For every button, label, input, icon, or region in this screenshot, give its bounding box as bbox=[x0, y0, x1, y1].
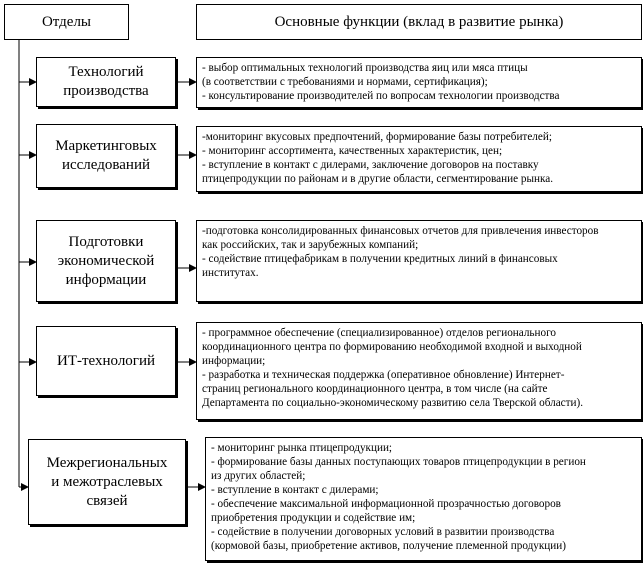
functions-box-interregional: - мониторинг рынка птицепродукции; - формирование базы данных поступающих товаров птицепродукции в регион из других областей; - вступление в контакт с дилерами; - обеспечение максимальной информационной прозрачностью договоров приобретения продукции и содействие им; - содействие в получении договорных условий в развитии производства (кормовой базы, приобретение активов, получение племенной продукции) bbox=[205, 437, 642, 561]
department-box-it: ИТ-технологий bbox=[36, 326, 176, 396]
functions-box-production-tech: - выбор оптимальных технологий производства яиц или мяса птицы (в соответствии с требованиями и нормами, сертификация); - консультирование производителей по вопросам технологии производства bbox=[196, 57, 642, 108]
functions-header: Основные функции (вклад в развитие рынка) bbox=[196, 4, 642, 40]
functions-box-it: - программное обеспечение (специализированное) отделов регионального координационного центра по формированию необходимой входной и выходной информации; - разработка и техническая поддержка (оперативное обновление) Интернет- страниц регионального координационного центра, в том числе (на сайте Департамента по социально-экономическому развитию села Тверской области). bbox=[196, 322, 642, 420]
departments-header: Отделы bbox=[4, 4, 129, 40]
functions-box-economic-info: -подготовка консолидированных финансовых отчетов для привлечения инвесторов как российских, так и зарубежных компаний; - содействие птицефабрикам в получении кредитных линий в финансовых институтах. bbox=[196, 220, 642, 302]
functions-box-marketing: -мониторинг вкусовых предпочтений, формирование базы потребителей; - мониторинг ассортимента, качественных характеристик, цен; - вступление в контакт с дилерами, заключение договоров на поставку птицепродукции по районам и в другие области, сегментирование рынка. bbox=[196, 126, 642, 192]
department-box-production-tech: Технологий производства bbox=[36, 57, 176, 107]
department-box-marketing: Маркетинговых исследований bbox=[36, 124, 176, 188]
department-box-economic-info: Подготовки экономической информации bbox=[36, 220, 176, 302]
department-box-interregional: Межрегиональных и межотраслевых связей bbox=[28, 439, 186, 525]
